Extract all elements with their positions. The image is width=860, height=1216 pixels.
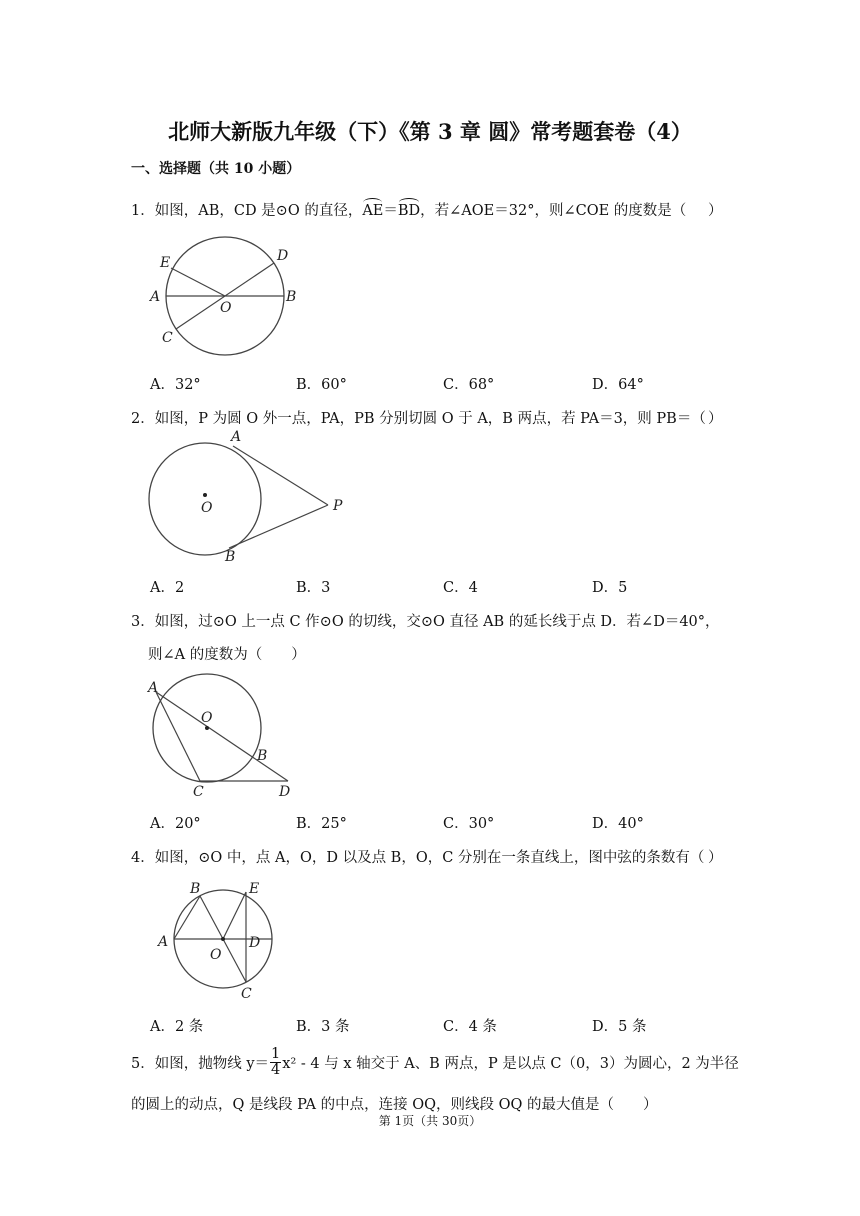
q4-label-a: A (158, 934, 169, 950)
q3-option-d[interactable]: D．40° (592, 816, 644, 832)
question-3-stem-line1: 3．如图，过⊙O 上一点 C 作⊙O 的切线，交⊙O 直径 AB 的延长线于点 D．若∠D＝40°， (131, 614, 720, 630)
q5-stem-post: x² - 4 与 x 轴交于 A、B 两点，P 是以点 C（0，3）为圆心，2 为半径 (282, 1056, 739, 1072)
q3-chord-ac (156, 692, 200, 781)
q5-fraction-numerator: 1 (271, 1046, 281, 1062)
q5-fraction (270, 1047, 281, 1078)
q4-center-dot (221, 937, 225, 941)
q1-label-e: E (160, 255, 171, 271)
q4-label-b: B (190, 881, 201, 897)
q1-option-b[interactable]: B．60° (296, 377, 347, 393)
q1-arc-bd: BD (397, 203, 421, 219)
question-5-stem-line2: 的圆上的动点，Q 是线段 PA 的中点，连接 OQ，则线段 OQ 的最大值是（ ） (131, 1097, 658, 1113)
q2-option-d[interactable]: D．5 (592, 580, 628, 596)
q3-label-a: A (148, 680, 159, 696)
q4-label-c: C (241, 986, 252, 1002)
q3-center-dot (205, 726, 209, 730)
q1-equals: ＝ (383, 203, 398, 219)
q1-radius-oe (171, 268, 225, 296)
q1-option-a[interactable]: A．32° (150, 377, 201, 393)
q2-tangent-pb (229, 505, 328, 548)
q1-stem-part-a: 1．如图，AB，CD 是⊙O 的直径， (131, 203, 363, 219)
q2-option-b[interactable]: B．3 (296, 580, 331, 596)
q4-label-o: O (210, 947, 222, 963)
page-title: 北师大新版九年级（下）《第 3 章 圆》常考题套卷（4） (168, 119, 692, 144)
q2-label-p: P (333, 498, 343, 514)
q2-circle (149, 443, 261, 555)
q2-label-o: O (201, 500, 213, 516)
page-footer: 第 1页（共 30页） (378, 1114, 482, 1128)
q1-label-c: C (162, 330, 173, 346)
q1-label-a: A (150, 289, 161, 305)
q2-option-c[interactable]: C．4 (443, 580, 478, 596)
q3-option-b[interactable]: B．25° (296, 816, 347, 832)
q4-option-b[interactable]: B．3 条 (296, 1019, 350, 1035)
q1-stem-part-b: ，若∠AOE＝32°，则∠COE 的度数是（ (420, 203, 687, 219)
question-3-stem-line2: 则∠A 的度数为（ ） (148, 647, 306, 663)
q4-paren-close: ） (708, 850, 723, 866)
q4-option-c[interactable]: C．4 条 (443, 1019, 497, 1035)
q1-label-b: B (286, 289, 297, 305)
q4-chord-ab (174, 896, 200, 939)
q3-option-a[interactable]: A．20° (150, 816, 201, 832)
q2-paren-close: ） (708, 411, 723, 427)
q1-arc-ae: AE (362, 203, 384, 219)
q2-label-b: B (225, 549, 236, 565)
q1-paren-close: ） (708, 203, 723, 219)
question-1-figure (140, 230, 315, 365)
question-3-figure (140, 672, 310, 802)
q3-label-b: B (257, 748, 268, 764)
q1-label-o: O (220, 300, 232, 316)
question-1-stem (131, 199, 686, 220)
q1-option-c[interactable]: C．68° (443, 377, 495, 393)
q4-option-d[interactable]: D．5 条 (592, 1019, 647, 1035)
q2-tangent-pa (233, 446, 328, 505)
q1-option-d[interactable]: D．64° (592, 377, 644, 393)
q3-option-c[interactable]: C．30° (443, 816, 495, 832)
question-4-figure (150, 876, 285, 1006)
q2-label-a: A (231, 429, 242, 445)
question-2-figure (140, 428, 360, 566)
q4-label-e: E (249, 881, 260, 897)
q2-option-a[interactable]: A．2 (150, 580, 185, 596)
question-2-stem: 2．如图，P 为圆 O 外一点，PA，PB 分别切圆 O 于 A，B 两点，若 PA＝3，则 PB＝（ (131, 411, 706, 427)
section-heading: 一、选择题（共 10 小题） (131, 161, 301, 177)
q3-label-o: O (201, 710, 213, 726)
q3-line-ad (156, 692, 288, 781)
q2-center-dot (203, 493, 207, 497)
q5-stem-pre: 5．如图，抛物线 y＝ (131, 1056, 270, 1072)
question-5-stem-line1 (131, 1047, 739, 1078)
q4-radius-oe (223, 892, 246, 939)
q1-label-d: D (277, 248, 289, 264)
q4-option-a[interactable]: A．2 条 (150, 1019, 204, 1035)
q3-label-d: D (279, 784, 291, 800)
question-4-stem: 4．如图，⊙O 中，点 A，O，D 以及点 B，O，C 分别在一条直线上，图中弦的条数有（ (131, 850, 705, 866)
q3-label-c: C (193, 784, 204, 800)
q5-fraction-denominator: 4 (271, 1062, 281, 1078)
q4-label-d: D (249, 935, 261, 951)
